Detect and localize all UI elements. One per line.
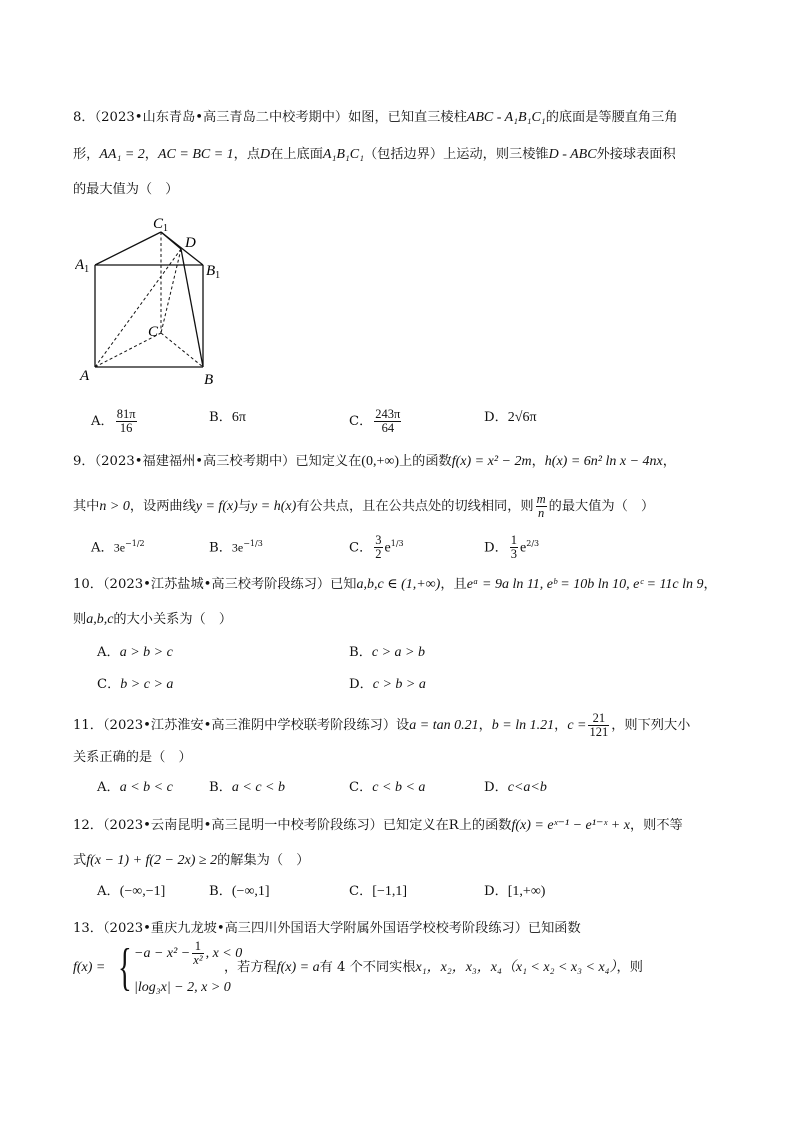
q9-text: 的最大值为（ ）	[548, 499, 655, 514]
option-value: b > c > a	[120, 677, 174, 692]
option-label: A．	[97, 884, 120, 899]
label-D: D	[185, 235, 196, 251]
q9-text: 其中	[73, 499, 100, 514]
edge-D-B	[181, 249, 203, 367]
q9-math: y = h(x)	[251, 499, 297, 514]
q8-text: 外接球表面积	[596, 147, 676, 162]
q11-text: ，	[554, 718, 568, 733]
q10-text: 的大小关系为（ ）	[113, 612, 233, 627]
q8-line2	[73, 145, 676, 165]
q8-text: ，	[144, 147, 158, 162]
q13-math: |log₃x| − 2, x > 0	[134, 980, 231, 995]
option-value: a < b < c	[119, 780, 173, 795]
option-value: 2√6π	[507, 410, 537, 425]
q8-text: ，点	[233, 147, 261, 162]
q12-option-a[interactable]	[97, 882, 165, 902]
q8-text: 在上底面	[270, 147, 323, 162]
q10-line2	[73, 610, 232, 630]
q8-option-a[interactable]	[91, 408, 139, 435]
q10-text: 则	[73, 612, 87, 627]
q9-option-c[interactable]	[349, 534, 404, 561]
q8-line1	[73, 108, 678, 128]
q9-line2	[73, 493, 654, 520]
option-value: 3e	[231, 540, 244, 555]
option-value: 6π	[231, 410, 246, 425]
q8-text: 形，	[73, 147, 100, 162]
q13-line1: 13．（2023•重庆九龙坡•高三四川外国语大学附属外国语学校校考阶段练习）已知函数	[73, 921, 581, 936]
option-value: [1,+∞)	[507, 884, 546, 899]
q9-math: n > 0	[99, 499, 130, 514]
q8-math: D - ABC	[548, 147, 597, 162]
q10-option-a[interactable]	[97, 643, 173, 663]
q11-option-c[interactable]	[349, 778, 425, 798]
option-exponent: 1/3	[390, 539, 404, 548]
option-value: [−1,1]	[372, 884, 408, 899]
option-value: (−∞,1]	[231, 884, 270, 899]
q13-math: , x < 0	[205, 946, 243, 961]
q10-math: a,b,c	[86, 612, 114, 627]
q8-text: （包括边界）上运动，则三棱锥	[363, 147, 549, 162]
q8-option-b[interactable]	[209, 408, 246, 428]
q12-line1	[73, 816, 683, 836]
option-label: B．	[349, 645, 372, 660]
option-value: a < c < b	[231, 780, 285, 795]
q12-line2	[73, 851, 309, 871]
q8-math: A₁B₁C₁	[322, 147, 364, 162]
q11-math: b = ln 1.21	[491, 718, 555, 733]
edge-C-B	[161, 333, 203, 367]
label-C1: $C_1$	[153, 216, 169, 234]
q10-option-d[interactable]	[349, 675, 426, 695]
option-label: A．	[97, 645, 120, 660]
q11-line1	[73, 712, 690, 739]
option-value: e	[520, 540, 527, 556]
q13-text: ，若方程	[224, 960, 277, 975]
q12-math: f(x − 1) + f(2 − 2x) ≥ 2	[86, 853, 218, 868]
q8-math: AC = BC = 1	[157, 147, 234, 162]
q9-text: ，	[531, 454, 545, 469]
option-label: A．	[91, 540, 114, 556]
option-label: B．	[209, 540, 232, 556]
q10-option-b[interactable]	[349, 643, 425, 663]
option-label: D．	[484, 410, 508, 425]
q13-text: ，则	[616, 960, 643, 975]
q9-math: h(x) = 6n² ln x − 4nx	[544, 454, 663, 469]
q12-text: 的解集为（ ）	[217, 853, 310, 868]
q10-math: eᵃ = 9a ln 11, eᵇ = 10b ln 10, eᶜ = 11c ln 9	[466, 577, 704, 592]
option-fraction: $\frac{81\pi}{16}$	[116, 407, 136, 435]
q10-source: 10．（2023•江苏盐城•高三校考阶段练习）已知	[73, 577, 357, 592]
q8-source: 8．（2023•山东青岛•高三青岛二中校考期中）如图，已知直三棱柱	[73, 110, 467, 125]
option-value: c > a > b	[371, 645, 425, 660]
q10-math: a,b,c ∈ (1,+∞)	[356, 577, 441, 592]
q12-option-b[interactable]	[209, 882, 270, 902]
edge-D-C	[161, 249, 181, 333]
q9-math: f(x) = x² − 2m	[451, 454, 532, 469]
option-label: C．	[349, 884, 373, 899]
option-label: B．	[209, 884, 232, 899]
q11-math: c =	[567, 718, 587, 733]
q13-math: f(x) = a	[276, 960, 320, 975]
option-label: C．	[97, 677, 121, 692]
label-B1: $B_1$	[206, 263, 221, 281]
q11-option-d[interactable]	[484, 778, 547, 798]
q9-fraction: $\frac{m}{n}$	[536, 492, 546, 520]
option-label: A．	[91, 414, 114, 429]
q10-text: ，且	[440, 577, 467, 592]
option-exponent: −1/2	[125, 539, 145, 548]
q9-text: ，设两曲线	[129, 499, 196, 514]
option-label: C．	[349, 540, 373, 556]
q11-option-a[interactable]	[97, 778, 173, 798]
q12-math: f(x) = eˣ⁻¹ − e¹⁻ˣ + x	[511, 818, 630, 833]
q12-option-c[interactable]	[349, 882, 407, 902]
label-A: A	[80, 368, 90, 384]
option-value: c > b > a	[372, 677, 426, 692]
option-fraction: $\frac{3}{2}$	[375, 533, 382, 562]
q13-case2	[134, 978, 231, 998]
option-value: 3e	[113, 540, 126, 555]
option-label: C．	[349, 414, 373, 429]
q8-line3: 的最大值为（ ）	[73, 182, 179, 197]
q13-fraction: $\frac{1}{\text{x²}}$	[193, 939, 203, 967]
q13-math: −a − x² −	[134, 946, 191, 961]
option-fraction: $\frac{243\pi}{64}$	[375, 407, 401, 435]
q11-math: a = tan 0.21	[409, 718, 479, 733]
edge-D-A	[95, 249, 181, 367]
q9-option-d[interactable]	[484, 534, 539, 561]
label-B: B	[204, 372, 214, 388]
q11-text: ，则下列大小	[611, 718, 691, 733]
option-value: a > b > c	[119, 645, 173, 660]
edge-C1-D	[161, 232, 181, 249]
q8-prism-name: ABC - A₁B₁C₁	[466, 110, 546, 125]
label-C: C	[148, 324, 159, 340]
q10-option-c[interactable]	[97, 675, 173, 695]
option-value: (−∞,−1]	[119, 884, 166, 899]
option-value: c<a<b	[507, 780, 547, 795]
prism-figure	[75, 212, 235, 392]
q9-option-b[interactable]	[209, 534, 263, 558]
option-label: D．	[484, 780, 508, 795]
option-label: B．	[209, 780, 232, 795]
q11-fraction: $\frac{21}{121}$	[589, 711, 609, 739]
q9-source: 9．（2023•福建福州•高三校考期中）已知定义在	[73, 454, 362, 469]
option-exponent: 2/3	[526, 539, 540, 548]
option-label: A．	[97, 780, 120, 795]
q9-text: 有公共点，且在公共点处的切线相同，则	[296, 499, 534, 514]
q8-text: 的底面是等腰直角三角	[545, 110, 678, 125]
option-label: D．	[484, 540, 508, 556]
q13-line2	[224, 958, 643, 978]
option-value: e	[384, 540, 391, 556]
q9-text: 上的函数	[399, 454, 452, 469]
q8-option-c[interactable]	[349, 408, 403, 435]
q11-source: 11．（2023•江苏淮安•高三淮阴中学校联考阶段练习）设	[73, 718, 410, 733]
option-exponent: −1/3	[243, 539, 263, 548]
q12-text: ，则不等	[629, 818, 683, 833]
piecewise-brace: {	[118, 939, 132, 996]
option-label: B．	[209, 410, 232, 425]
q13-math: f(x) =	[73, 960, 106, 975]
q11-line2: 关系正确的是（ ）	[73, 750, 192, 765]
q12-source: 12．（2023•云南昆明•高三昆明一中校考阶段练习）已知定义在R上的函数	[73, 818, 512, 833]
option-label: D．	[349, 677, 373, 692]
option-fraction: $\frac{1}{3}$	[510, 533, 518, 562]
q11-text: ，	[478, 718, 492, 733]
q9-text: ，	[662, 454, 676, 469]
q8-option-d[interactable]	[484, 408, 537, 428]
q9-math: y = f(x)	[195, 499, 238, 514]
edge-A1-C1	[95, 232, 161, 265]
option-value: c < b < a	[372, 780, 426, 795]
q12-option-d[interactable]	[484, 882, 545, 902]
q9-text: 与	[237, 499, 252, 514]
q8-math: AA₁ = 2	[99, 147, 145, 162]
q13-text: 有 4 个不同实根	[319, 960, 416, 975]
q11-option-b[interactable]	[209, 778, 285, 798]
q9-math: (0,+∞)	[361, 454, 399, 469]
option-label: C．	[349, 780, 373, 795]
label-A1: $A_1$	[75, 257, 90, 275]
q10-line1	[73, 575, 717, 595]
q8-math: D	[260, 147, 271, 162]
q9-option-a[interactable]	[91, 534, 145, 558]
option-label: D．	[484, 884, 508, 899]
q13-fx-label	[73, 958, 105, 978]
q12-text: 式	[73, 853, 87, 868]
q10-text: ，	[703, 577, 717, 592]
q13-math: x₁，x₂，x₃，x₄（x₁ < x₂ < x₃ < x₄）	[415, 960, 617, 975]
q9-line1	[73, 452, 676, 472]
